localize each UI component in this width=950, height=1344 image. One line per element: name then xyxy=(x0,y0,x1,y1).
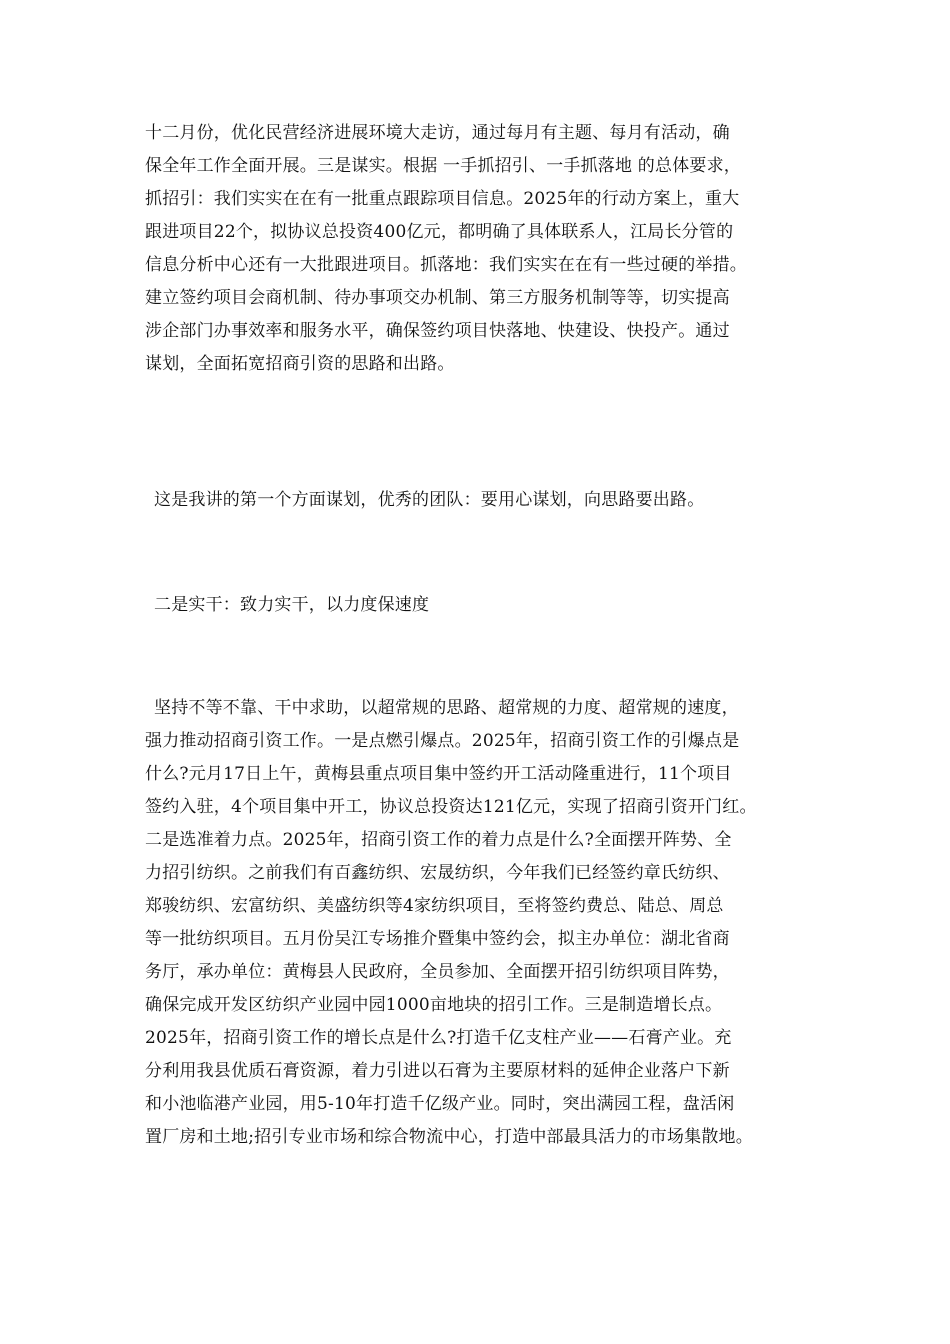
paragraph-planning xyxy=(145,117,835,381)
text-line: 谋划，全面拓宽招商引资的思路和出路。 xyxy=(145,354,455,374)
text-line: 强力推动招商引资工作。一是点燃引爆点。2025年，招商引资工作的引爆点是 xyxy=(145,731,740,751)
paragraph-action xyxy=(145,692,835,1154)
text-line: 建立签约项目会商机制、待办事项交办机制、第三方服务机制等等，切实提高 xyxy=(145,288,730,308)
text-line: 置厂房和土地;招引专业市场和综合物流中心，打造中部最具活力的市场集散地。 xyxy=(145,1127,753,1147)
text-line: 坚持不等不靠、干中求助，以超常规的思路、超常规的力度、超常规的速度， xyxy=(154,698,739,718)
text-line: 十二月份，优化民营经济进展环境大走访，通过每月有主题、每月有活动，确 xyxy=(145,123,730,143)
text-line: 这是我讲的第一个方面谋划，优秀的团队：要用心谋划，向思路要出路。 xyxy=(154,490,705,510)
text-line: 保全年工作全面开展。三是谋实。根据 一手抓招引、一手抓落地 的总体要求， xyxy=(145,156,742,176)
text-line: 分利用我县优质石膏资源，着力引进以石膏为主要原材料的延伸企业落户下新 xyxy=(145,1061,730,1081)
text-line: 务厅，承办单位：黄梅县人民政府，全员参加、全面摆开招引纺织项目阵势， xyxy=(145,962,730,982)
text-line: 抓招引：我们实实在在有一批重点跟踪项目信息。2025年的行动方案上，重大 xyxy=(145,189,740,209)
text-line: 力招引纺织。之前我们有百鑫纺织、宏晟纺织，今年我们已经签约章氏纺织、 xyxy=(145,863,730,883)
text-line: 和小池临港产业园，用5-10年打造千亿级产业。同时，突出满园工程，盘活闲 xyxy=(145,1094,735,1114)
text-line: 什么?元月17日上午，黄梅县重点项目集中签约开工活动隆重进行，11个项目 xyxy=(145,764,732,784)
text-line: 2025年，招商引资工作的增长点是什么?打造千亿支柱产业——石膏产业。充 xyxy=(145,1028,732,1048)
heading-text: 二是实干：致力实干，以力度保速度 xyxy=(154,595,430,615)
text-line: 信息分析中心还有一大批跟进项目。抓落地：我们实实在在有一些过硬的举措。 xyxy=(145,255,747,275)
text-line: 跟进项目22个，拟协议总投资400亿元，都明确了具体联系人，江局长分管的 xyxy=(145,222,734,242)
text-line: 郑骏纺织、宏富纺织、美盛纺织等4家纺织项目，至将签约费总、陆总、周总 xyxy=(145,896,724,916)
text-line: 二是选准着力点。2025年，招商引资工作的着力点是什么?全面摆开阵势、全 xyxy=(145,830,732,850)
text-line: 签约入驻，4个项目集中开工，协议总投资达121亿元，实现了招商引资开门红。 xyxy=(145,797,757,817)
text-line: 确保完成开发区纺织产业园中园1000亩地块的招引工作。三是制造增长点。 xyxy=(145,995,723,1015)
text-line: 等一批纺织项目。五月份吴江专场推介暨集中签约会，拟主办单位：湖北省商 xyxy=(145,929,730,949)
section-heading xyxy=(145,589,835,622)
paragraph-summary xyxy=(145,484,835,517)
text-line: 涉企部门办事效率和服务水平，确保签约项目快落地、快建设、快投产。通过 xyxy=(145,321,730,341)
